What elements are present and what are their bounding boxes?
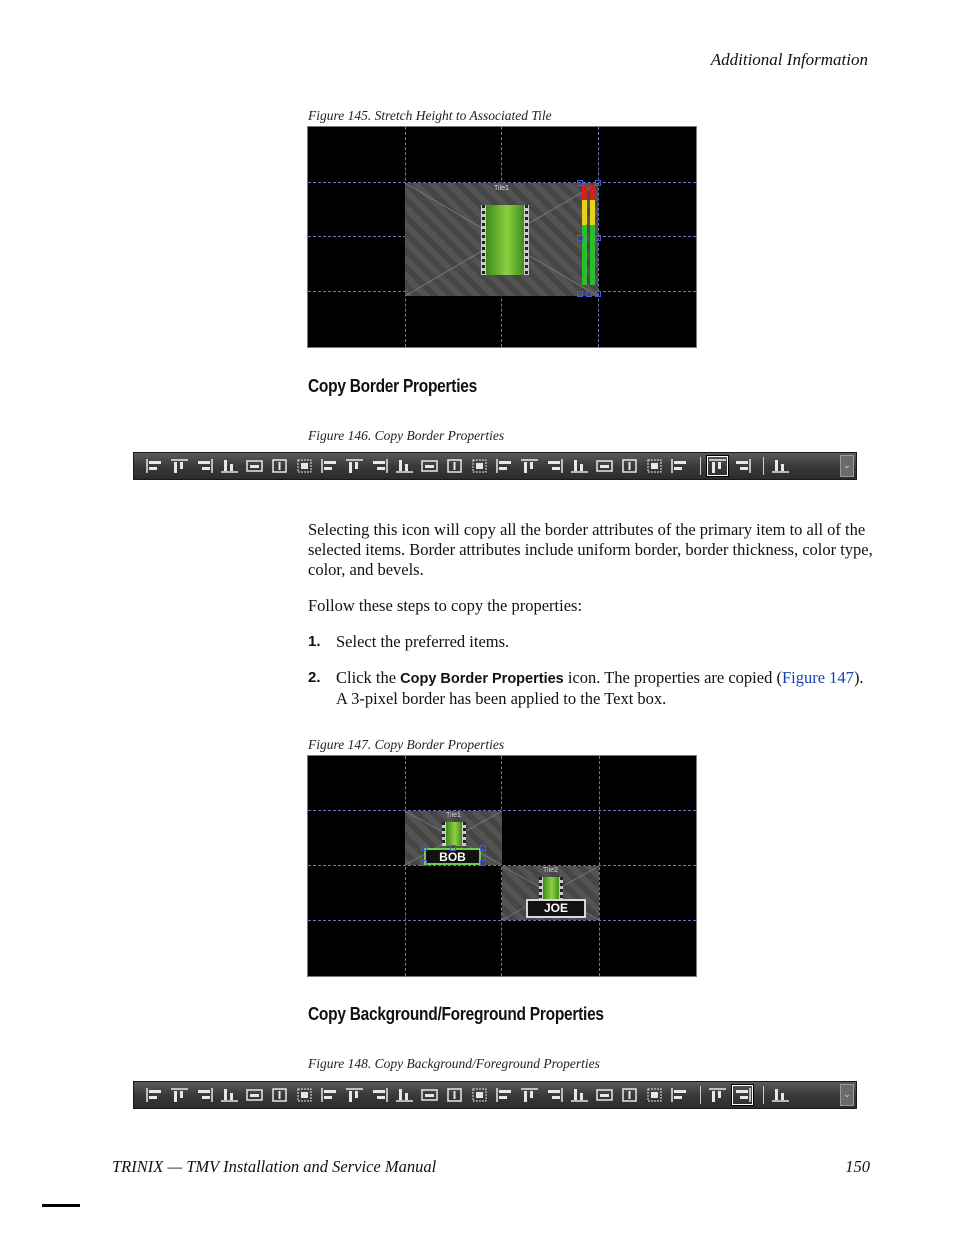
section-heading-copy-border: Copy Border Properties [308,376,477,396]
layout-2-icon[interactable] [519,456,540,476]
align-top-icon[interactable] [169,456,190,476]
alignment-toolbar-1 [133,452,857,480]
footer-title: TRINIX — TMV Installation and Service Manual [112,1157,437,1176]
copy-border-icon[interactable] [707,1085,728,1105]
layout-7-icon[interactable] [644,456,665,476]
page-number: 150 [845,1157,870,1176]
center-vertical-icon[interactable] [344,1085,365,1105]
same-size-icon[interactable] [294,1085,315,1105]
stretch-width-icon[interactable] [419,456,440,476]
layout-1-icon[interactable] [494,1085,515,1105]
copy-background-icon[interactable] [732,456,753,476]
figure-145-canvas [307,126,697,348]
tile-1-label: Tile1 [446,812,461,819]
text-box-bob[interactable]: BOB [424,848,481,865]
layout-5-icon[interactable] [594,1085,615,1105]
align-bottom-icon[interactable] [219,1085,240,1105]
alignment-toolbar-2 [133,1081,857,1109]
layout-8-icon[interactable] [669,456,690,476]
figure-147-canvas [307,755,697,977]
toolbar-separator [700,1086,701,1104]
running-header: Additional Information [710,50,868,69]
same-width-icon[interactable] [244,1085,265,1105]
step-2-text: Click the Copy Border Properties icon. The properties are copied (Figure 147). A 3-pixel border has been applied to the Text box. [336,668,864,708]
layout-1-icon[interactable] [494,456,515,476]
video-film-icon [481,205,529,275]
layout-4-icon[interactable] [569,1085,590,1105]
step-1-text: Select the preferred items. [336,632,510,651]
video-film-icon [540,877,562,899]
text-box-joe[interactable]: JOE [526,899,586,918]
copy-border-icon[interactable] [707,456,728,476]
align-left-icon[interactable] [144,456,165,476]
copy-font-icon[interactable] [770,1085,791,1105]
layout-6-icon[interactable] [619,1085,640,1105]
body-paragraph-1: Selecting this icon will copy all the border attributes of the primary item to all of the selected items. Border attributes include uniform border, border thickness, color type, color, and bevels. [308,520,873,579]
stretch-width-icon[interactable] [419,1085,440,1105]
video-film-icon [443,822,465,846]
layout-4-icon[interactable] [569,456,590,476]
stretch-height-icon[interactable] [444,1085,465,1105]
tile-1-label: Tile1 [494,185,509,192]
distribute-horizontal-icon[interactable] [369,1085,390,1105]
layout-2-icon[interactable] [519,1085,540,1105]
tile-2[interactable] [502,866,599,920]
distribute-vertical-icon[interactable] [394,456,415,476]
layout-3-icon[interactable] [544,1085,565,1105]
tile-2-label: Tile2 [543,867,558,874]
layout-3-icon[interactable] [544,456,565,476]
step-1-number: 1. [308,633,321,650]
align-left-icon[interactable] [144,1085,165,1105]
figure-145-caption: Figure 145. Stretch Height to Associated Tile [308,108,552,123]
stretch-both-icon[interactable] [469,1085,490,1105]
center-horizontal-icon[interactable] [319,1085,340,1105]
same-width-icon[interactable] [244,456,265,476]
align-top-icon[interactable] [169,1085,190,1105]
stretch-both-icon[interactable] [469,456,490,476]
center-horizontal-icon[interactable] [319,456,340,476]
distribute-vertical-icon[interactable] [394,1085,415,1105]
toolbar-separator [700,457,701,475]
body-paragraph-2: Follow these steps to copy the properties: [308,596,583,615]
same-height-icon[interactable] [269,1085,290,1105]
copy-background-icon[interactable] [732,1085,753,1105]
same-size-icon[interactable] [294,456,315,476]
same-height-icon[interactable] [269,456,290,476]
stretch-height-icon[interactable] [444,456,465,476]
layout-5-icon[interactable] [594,456,615,476]
layout-8-icon[interactable] [669,1085,690,1105]
toolbar-separator [763,1086,764,1104]
align-right-icon[interactable] [194,456,215,476]
layout-7-icon[interactable] [644,1085,665,1105]
section-heading-copy-background: Copy Background/Foreground Properties [308,1004,604,1024]
distribute-horizontal-icon[interactable] [369,456,390,476]
footer-bar [42,1204,80,1207]
figure-147-link[interactable]: Figure 147 [781,668,854,687]
figure-146-caption: Figure 146. Copy Border Properties [308,428,505,443]
align-bottom-icon[interactable] [219,456,240,476]
copy-border-properties-ref: Copy Border Properties [400,671,564,687]
figure-148-caption: Figure 148. Copy Background/Foreground Properties [308,1056,600,1071]
step-2-number: 2. [308,669,321,686]
toolbar-separator [763,457,764,475]
tile-1[interactable] [405,811,502,865]
figure-147-caption: Figure 147. Copy Border Properties [308,737,505,752]
layout-6-icon[interactable] [619,456,640,476]
toolbar-overflow-chevron-icon[interactable]: ⌄ [840,455,854,477]
toolbar-overflow-chevron-icon[interactable]: ⌄ [840,1084,854,1106]
align-right-icon[interactable] [194,1085,215,1105]
copy-font-icon[interactable] [770,456,791,476]
tile-1[interactable] [405,183,598,296]
center-vertical-icon[interactable] [344,456,365,476]
